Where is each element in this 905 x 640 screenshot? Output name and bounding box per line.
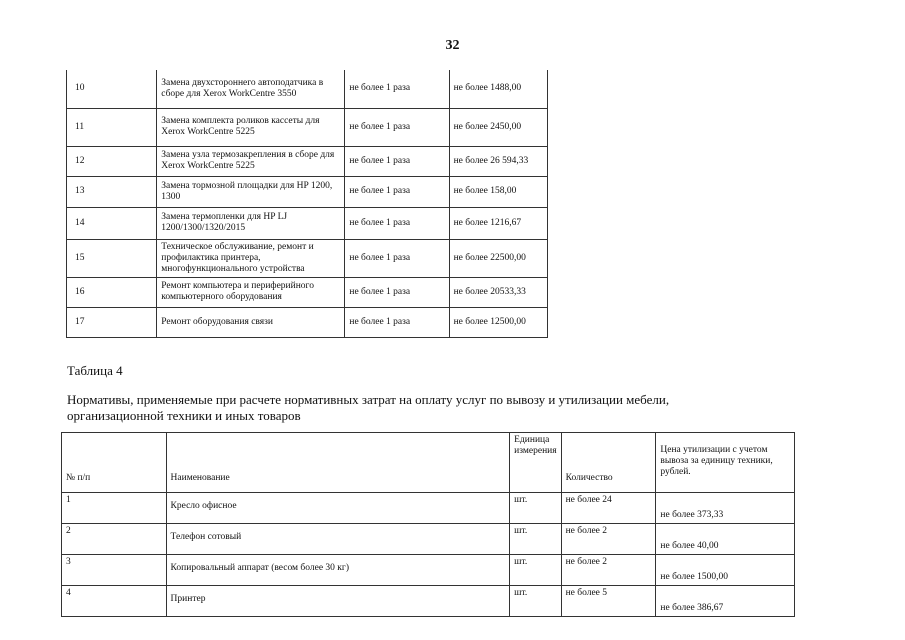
table-row (67, 108, 548, 146)
item-name: Принтер (166, 586, 510, 617)
row-number: 16 (67, 277, 157, 307)
table-row (67, 207, 548, 239)
service-price: не более 22500,00 (449, 239, 547, 277)
table-row (62, 493, 795, 524)
disposal-norms-table (61, 432, 795, 617)
service-name: Техническое обслуживание, ремонт и профилактика принтера, многофункционального устройства (157, 239, 345, 277)
service-price: не более 26 594,33 (449, 146, 547, 176)
header-quantity: Количество (561, 433, 656, 493)
service-frequency: не более 1 раза (345, 176, 449, 207)
row-number: 11 (67, 108, 157, 146)
header-number: № п/п (62, 433, 167, 493)
row-number: 10 (67, 70, 157, 108)
service-price: не более 20533,33 (449, 277, 547, 307)
item-price: не более 40,00 (656, 524, 795, 555)
item-quantity: не более 2 (561, 555, 656, 586)
item-unit: шт. (510, 586, 561, 617)
service-frequency: не более 1 раза (345, 277, 449, 307)
row-number: 12 (67, 146, 157, 176)
service-name: Ремонт компьютера и периферийного компьютерного оборудования (157, 277, 345, 307)
item-price: не более 1500,00 (656, 555, 795, 586)
item-price: не более 386,67 (656, 586, 795, 617)
service-price: не более 1488,00 (449, 70, 547, 108)
item-unit: шт. (510, 524, 561, 555)
row-number: 1 (62, 493, 167, 524)
service-frequency: не более 1 раза (345, 146, 449, 176)
row-number: 3 (62, 555, 167, 586)
item-quantity: не более 24 (561, 493, 656, 524)
service-frequency: не более 1 раза (345, 239, 449, 277)
item-name: Копировальный аппарат (весом более 30 кг) (166, 555, 510, 586)
service-name: Замена двухстороннего автоподатчика в сборе для Xerox WorkCentre 3550 (157, 70, 345, 108)
header-unit: Единица измерения (510, 433, 561, 493)
service-name: Ремонт оборудования связи (157, 307, 345, 337)
row-number: 2 (62, 524, 167, 555)
service-frequency: не более 1 раза (345, 70, 449, 108)
item-price: не более 373,33 (656, 493, 795, 524)
item-unit: шт. (510, 493, 561, 524)
header-price: Цена утилизации с учетом вывоза за единицу техники, рублей. (656, 433, 795, 493)
row-number: 13 (67, 176, 157, 207)
service-frequency: не более 1 раза (345, 108, 449, 146)
service-name: Замена узла термозакрепления в сборе для Xerox WorkCentre 5225 (157, 146, 345, 176)
service-name: Замена тормозной площадки для HP 1200, 1300 (157, 176, 345, 207)
item-quantity: не более 2 (561, 524, 656, 555)
table-row (67, 277, 548, 307)
table-row (67, 70, 548, 108)
service-price: не более 1216,67 (449, 207, 547, 239)
page-number: 32 (445, 38, 460, 53)
table-row (67, 146, 548, 176)
table-row (62, 586, 795, 617)
service-frequency: не более 1 раза (345, 307, 449, 337)
service-name: Замена комплекта роликов кассеты для Xerox WorkCentre 5225 (157, 108, 345, 146)
table-label: Таблица 4 (67, 363, 123, 378)
table-row (62, 524, 795, 555)
service-name: Замена термопленки для HP LJ 1200/1300/1320/2015 (157, 207, 345, 239)
row-number: 17 (67, 307, 157, 337)
row-number: 4 (62, 586, 167, 617)
header-name: Наименование (166, 433, 510, 493)
service-price: не более 158,00 (449, 176, 547, 207)
row-number: 14 (67, 207, 157, 239)
service-price: не более 2450,00 (449, 108, 547, 146)
table-row (62, 555, 795, 586)
item-quantity: не более 5 (561, 586, 656, 617)
table-header-row (62, 433, 795, 493)
item-name: Телефон сотовый (166, 524, 510, 555)
table-row (67, 239, 548, 277)
service-price: не более 12500,00 (449, 307, 547, 337)
item-unit: шт. (510, 555, 561, 586)
item-name: Кресло офисное (166, 493, 510, 524)
table-row (67, 307, 548, 337)
table-row (67, 176, 548, 207)
table-title: Нормативы, применяемые при расчете нормативных затрат на оплату услуг по вывозу и утилизации мебели, организационной техники и иных товаров (67, 392, 670, 423)
services-table-continuation (66, 70, 548, 338)
service-frequency: не более 1 раза (345, 207, 449, 239)
row-number: 15 (67, 239, 157, 277)
